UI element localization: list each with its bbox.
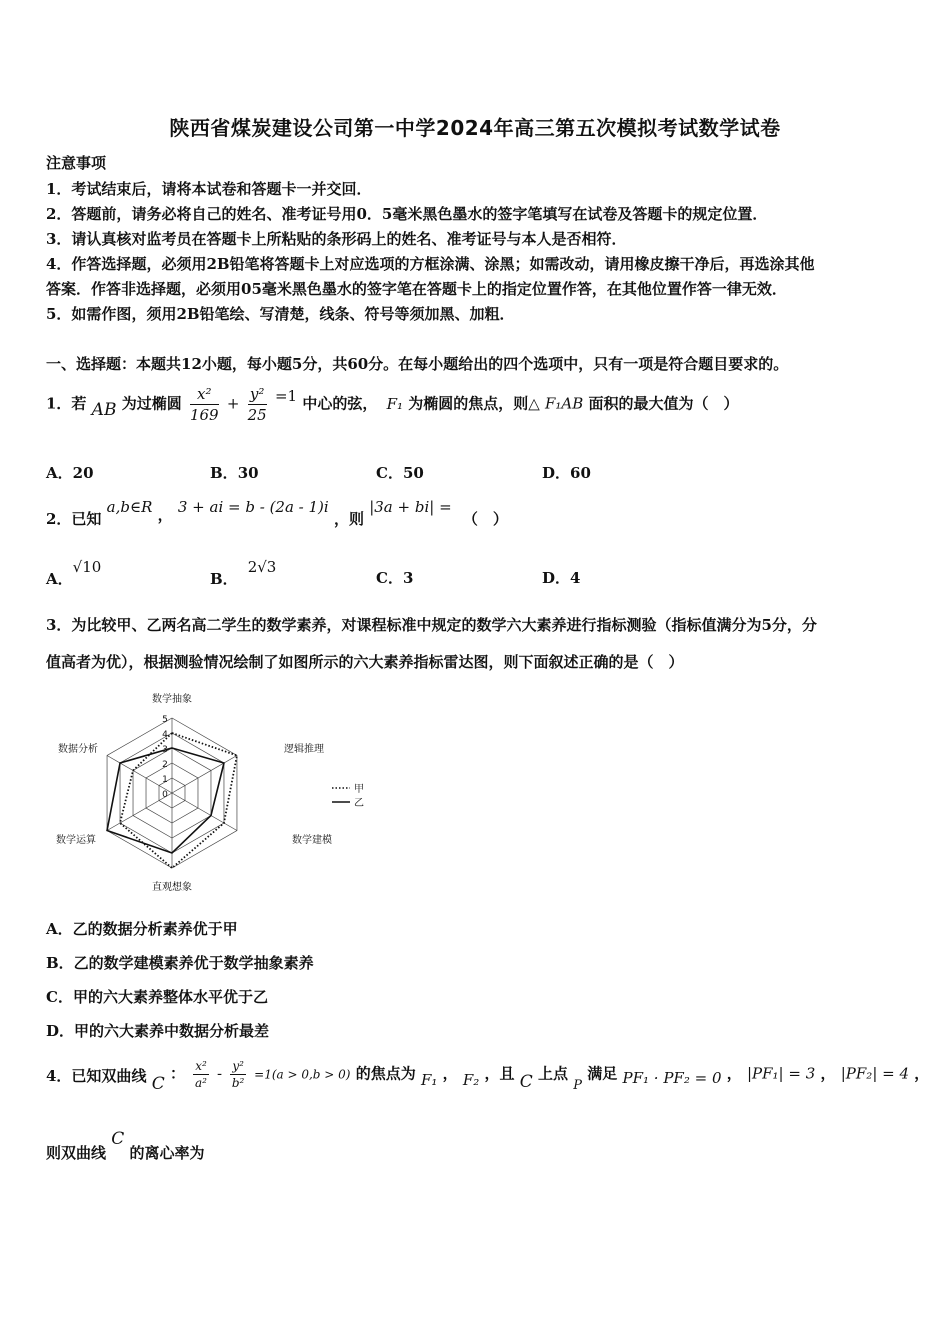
q4-prefix: 4．已知双曲线 xyxy=(46,1066,147,1085)
q1-eq: =1 xyxy=(274,386,298,405)
radar-tick-label: 0 xyxy=(162,790,168,800)
q4-f2: F₂ xyxy=(462,1070,480,1089)
notice-item: 答案．作答非选择题，必须用05毫米黑色墨水的签字笔在答题卡上的指定位置作答，在其他位置作答一律无效． xyxy=(46,280,787,298)
q2-prefix: 2．已知 xyxy=(46,510,102,528)
q2-option-b: B．2√3 xyxy=(210,558,277,588)
radar-legend-label: 乙 xyxy=(354,798,364,809)
radar-axis-label: 数学运算 xyxy=(56,835,96,846)
q4-c3: C xyxy=(111,1129,125,1149)
q3-option-c: C．甲的六大素养整体水平优于乙 xyxy=(46,988,268,1006)
radar-chart xyxy=(46,688,386,898)
q1-fraction-y xyxy=(248,384,267,425)
q4-frac2-num: y² xyxy=(232,1059,244,1073)
q1-frac1-num: x² xyxy=(190,384,219,405)
q4-fraction-x xyxy=(193,1058,209,1091)
q4-cond: =1(a > 0,b > 0) xyxy=(254,1067,351,1082)
q4-comma: ， xyxy=(442,1064,458,1083)
q4-focus-text: 的焦点为 xyxy=(355,1064,416,1083)
q4-on: 上点 xyxy=(538,1064,569,1083)
q4-comma3: ， xyxy=(820,1064,836,1083)
radar-spoke xyxy=(172,793,237,831)
q4-p: P xyxy=(573,1077,583,1093)
q1-option-d: D．60 xyxy=(542,464,591,482)
q1-frac1-den: 169 xyxy=(189,406,219,424)
q2-cond2: 3 + ai = b - (2a - 1)i xyxy=(177,498,329,516)
q4-line2-suffix: 的离心率为 xyxy=(129,1144,205,1162)
notice-item: 4．作答选择题，必须用2B铅笔将答题卡上对应选项的方框涂满、涂黑；如需改动，请用橡皮擦干净后，再选涂其他 xyxy=(46,255,815,273)
q4-c: C xyxy=(151,1073,165,1094)
radar-spoke xyxy=(172,756,237,794)
q1-ab: AB xyxy=(91,399,117,420)
q4-frac1-den: a² xyxy=(194,1076,207,1090)
q1-mid: 为过椭圆 xyxy=(121,394,182,413)
q2-then: ，则 xyxy=(333,510,364,528)
q3-option-a: A．乙的数据分析素养优于甲 xyxy=(46,920,238,938)
radar-axis-label: 数学建模 xyxy=(292,835,332,846)
q2-paren: （ ） xyxy=(462,510,508,528)
q4-fraction-y xyxy=(230,1058,246,1091)
q1-suffix: 面积的最大值为（ ） xyxy=(588,394,739,413)
q1-frac2-num: y² xyxy=(248,384,267,405)
radar-legend-label: 甲 xyxy=(354,784,364,795)
radar-axis-label: 直观想象 xyxy=(152,882,192,893)
q4-frac2-den: b² xyxy=(231,1076,245,1090)
q1-frac2-den: 25 xyxy=(247,406,267,424)
notice-item: 5．如需作图，须用2B铅笔绘、写清楚，线条、符号等须加黑、加粗． xyxy=(46,305,515,323)
notice-item: 1．考试结束后，请将本试卷和答题卡一并交回． xyxy=(46,180,372,198)
q4-line2-prefix: 则双曲线 xyxy=(46,1144,107,1162)
q4-abs2: |PF₂| = 4 xyxy=(840,1064,910,1083)
radar-tick-label: 5 xyxy=(162,715,168,725)
q1-f1: F₁ xyxy=(386,394,403,413)
question-1 xyxy=(46,384,739,425)
q1-after-eq: 中心的弦， xyxy=(302,394,378,413)
q1-option-c: C．50 xyxy=(376,464,424,482)
section-heading: 一、选择题：本题共12小题，每小题5分，共60分。在每小题给出的四个选项中，只有一项是符合题目要求的。 xyxy=(46,355,789,373)
q4-dot-expr: PF₁ · PF₂ = 0 xyxy=(622,1068,722,1087)
q1-focus-text: 为椭圆的焦点，则△ xyxy=(408,394,540,413)
q1-option-a: A．20 xyxy=(46,464,94,482)
q3-option-b: B．乙的数学建模素养优于数学抽象素养 xyxy=(46,954,314,972)
q1-fraction-x xyxy=(190,384,219,425)
page-title: 陕西省煤炭建设公司第一中学2024年高三第五次模拟考试数学试卷 xyxy=(169,116,781,140)
q4-minus: - xyxy=(217,1064,223,1083)
q4-c2: C xyxy=(519,1071,533,1092)
q2-option-a: A．√10 xyxy=(46,558,102,588)
q1-prefix: 1．若 xyxy=(46,394,87,413)
q2-expr: |3a + bi| = xyxy=(369,498,452,516)
radar-tick-label: 3 xyxy=(162,745,168,755)
q4-f1: F₁ xyxy=(420,1070,438,1089)
question-2 xyxy=(46,496,508,528)
radar-axis-label: 数学抽象 xyxy=(152,694,192,705)
question-3-line2: 值高者为优），根据测验情况绘制了如图所示的六大素养指标雷达图，则下面叙述正确的是（ ） xyxy=(46,653,684,671)
q4-satisfy: 满足 xyxy=(587,1064,618,1083)
notice-item: 2．答题前，请务必将自己的姓名、准考证号用0．5毫米黑色墨水的签字笔填写在试卷及答题卡的规定位置． xyxy=(46,205,768,223)
q2-comma: ， xyxy=(157,506,173,524)
q4-colon: ： xyxy=(169,1064,185,1083)
radar-tick-label: 4 xyxy=(162,730,168,740)
radar-tick-label: 2 xyxy=(162,760,168,770)
radar-tick-label: 1 xyxy=(162,775,168,785)
q4-comma2: ， xyxy=(726,1064,742,1083)
q1-option-b: B．30 xyxy=(210,464,259,482)
radar-axis-label: 数据分析 xyxy=(58,744,98,755)
q3-option-d: D．甲的六大素养中数据分析最差 xyxy=(46,1022,270,1040)
radar-axis-label: 逻辑推理 xyxy=(284,744,324,755)
q1-plus: + xyxy=(226,394,240,413)
question-4-line1 xyxy=(46,1058,930,1094)
q4-frac1-num: x² xyxy=(195,1059,207,1073)
q1-triangle: F₁AB xyxy=(545,394,584,413)
q4-abs1: |PF₁| = 3 xyxy=(746,1064,816,1083)
q2-option-d: D．4 xyxy=(542,569,581,587)
q2-option-c: C．3 xyxy=(376,569,414,587)
q4-and: ，且 xyxy=(484,1064,515,1083)
question-4-line2 xyxy=(46,1128,205,1162)
question-3-line1: 3．为比较甲、乙两名高二学生的数学素养，对课程标准中规定的数学六大素养进行指标测验（指标值满分为5分，分 xyxy=(46,616,817,634)
notice-item: 3．请认真核对监考员在答题卡上所粘贴的条形码上的姓名、准考证号与本人是否相符． xyxy=(46,230,627,248)
q4-comma4: ， xyxy=(914,1064,930,1083)
q2-cond1: a,b∈R xyxy=(106,498,153,516)
notice-heading: 注意事项 xyxy=(46,154,107,172)
